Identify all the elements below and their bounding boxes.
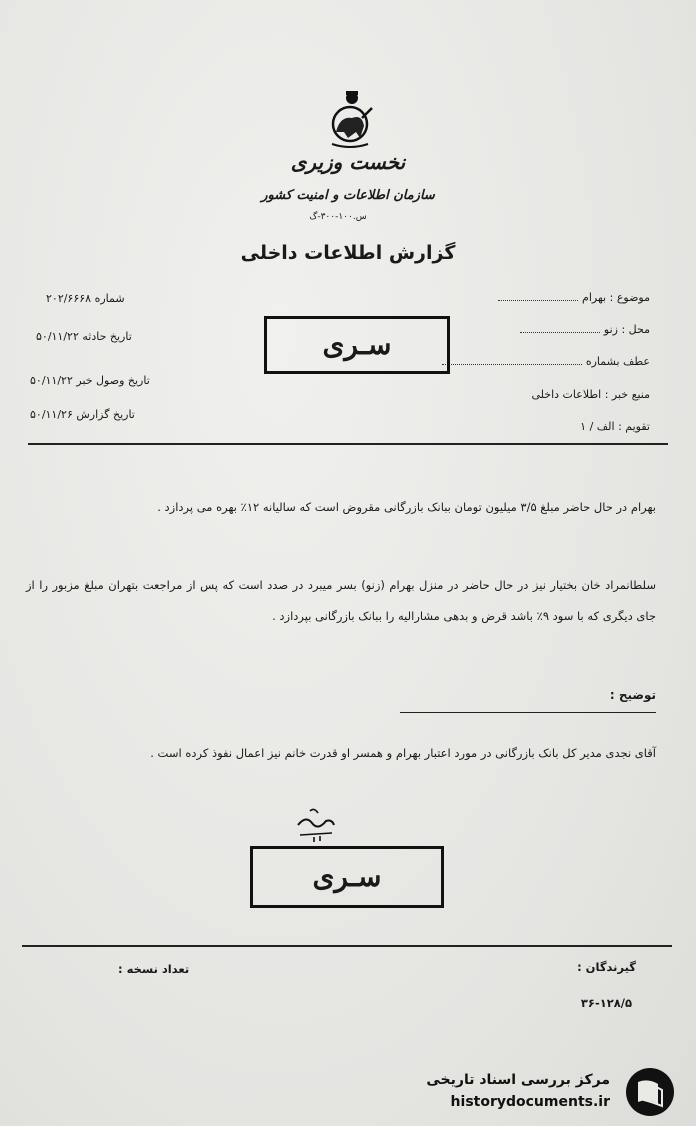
paragraph-3: آقای نجدی مدیر کل بانک بازرگانی در مورد اعتبار بهرام و همسر او قدرت خانم نیز اعمال نفوذ کرده است . [150, 746, 656, 760]
watermark [410, 1066, 682, 1118]
secret-stamp-bottom: سـری [250, 846, 444, 908]
signature-icon [292, 805, 340, 843]
watermark-name: مرکز بررسی اسناد تاریخی [426, 1072, 610, 1088]
copies-label: تعداد نسخه : [118, 962, 190, 976]
org-subname: سازمان اطلاعات و امنیت کشور [261, 188, 435, 203]
lion-sun-emblem-icon [318, 88, 382, 154]
field-number: شماره ۲۰۲/۶۶۶۸ [46, 292, 125, 305]
field-source: منبع خبر : اطلاعات داخلی [531, 388, 650, 401]
org-name: نخست وزیری [290, 150, 406, 174]
recipients-label: گیرندگان : [577, 960, 636, 974]
divider-bottom [22, 945, 672, 947]
field-rating: تقویم : الف / ۱ [580, 420, 650, 433]
archive-logo-icon [624, 1066, 676, 1118]
form-code: س.۱۰۰-۳۰۰-گ [309, 212, 367, 222]
field-subject: موضوع : بهرام [494, 290, 650, 304]
divider-top [28, 443, 668, 445]
paragraph-2: سلطانمراد خان بختیار نیز در حال حاضر در منزل بهرام (زنو) بسر میبرد در صدد است که پس از مراجعت بتهران مبلغ مزبور را از جای دیگری که با سود ۹٪ باشد قرض و بدهی مشارالیه را ببانک بازرگانی بپردازد . [26, 578, 656, 623]
report-title: گزارش اطلاعات داخلی [240, 242, 456, 264]
field-reference: عطف بشماره [438, 354, 650, 368]
field-report-date: تاریخ گزارش ۵۰/۱۱/۲۶ [30, 408, 135, 421]
watermark-url: historydocuments.ir [450, 1094, 610, 1110]
note-underline [400, 712, 656, 713]
field-received-date: تاریخ وصول خبر ۵۰/۱۱/۲۲ [30, 374, 150, 387]
paragraph-1: بهرام در حال حاضر مبلغ ۳/۵ میلیون تومان ببانک بازرگانی مقروض است که سالیانه ۱۲٪ بهره می پردازد . [157, 500, 656, 514]
note-label: توضیح : [609, 688, 656, 702]
field-incident-date: تاریخ حادثه ۵۰/۱۱/۲۲ [36, 330, 132, 343]
reference-code: ۳۶-۱۲۸/۵ [580, 996, 632, 1010]
field-location: محل : زنو [516, 322, 650, 336]
secret-stamp-top: سـری [264, 316, 450, 374]
